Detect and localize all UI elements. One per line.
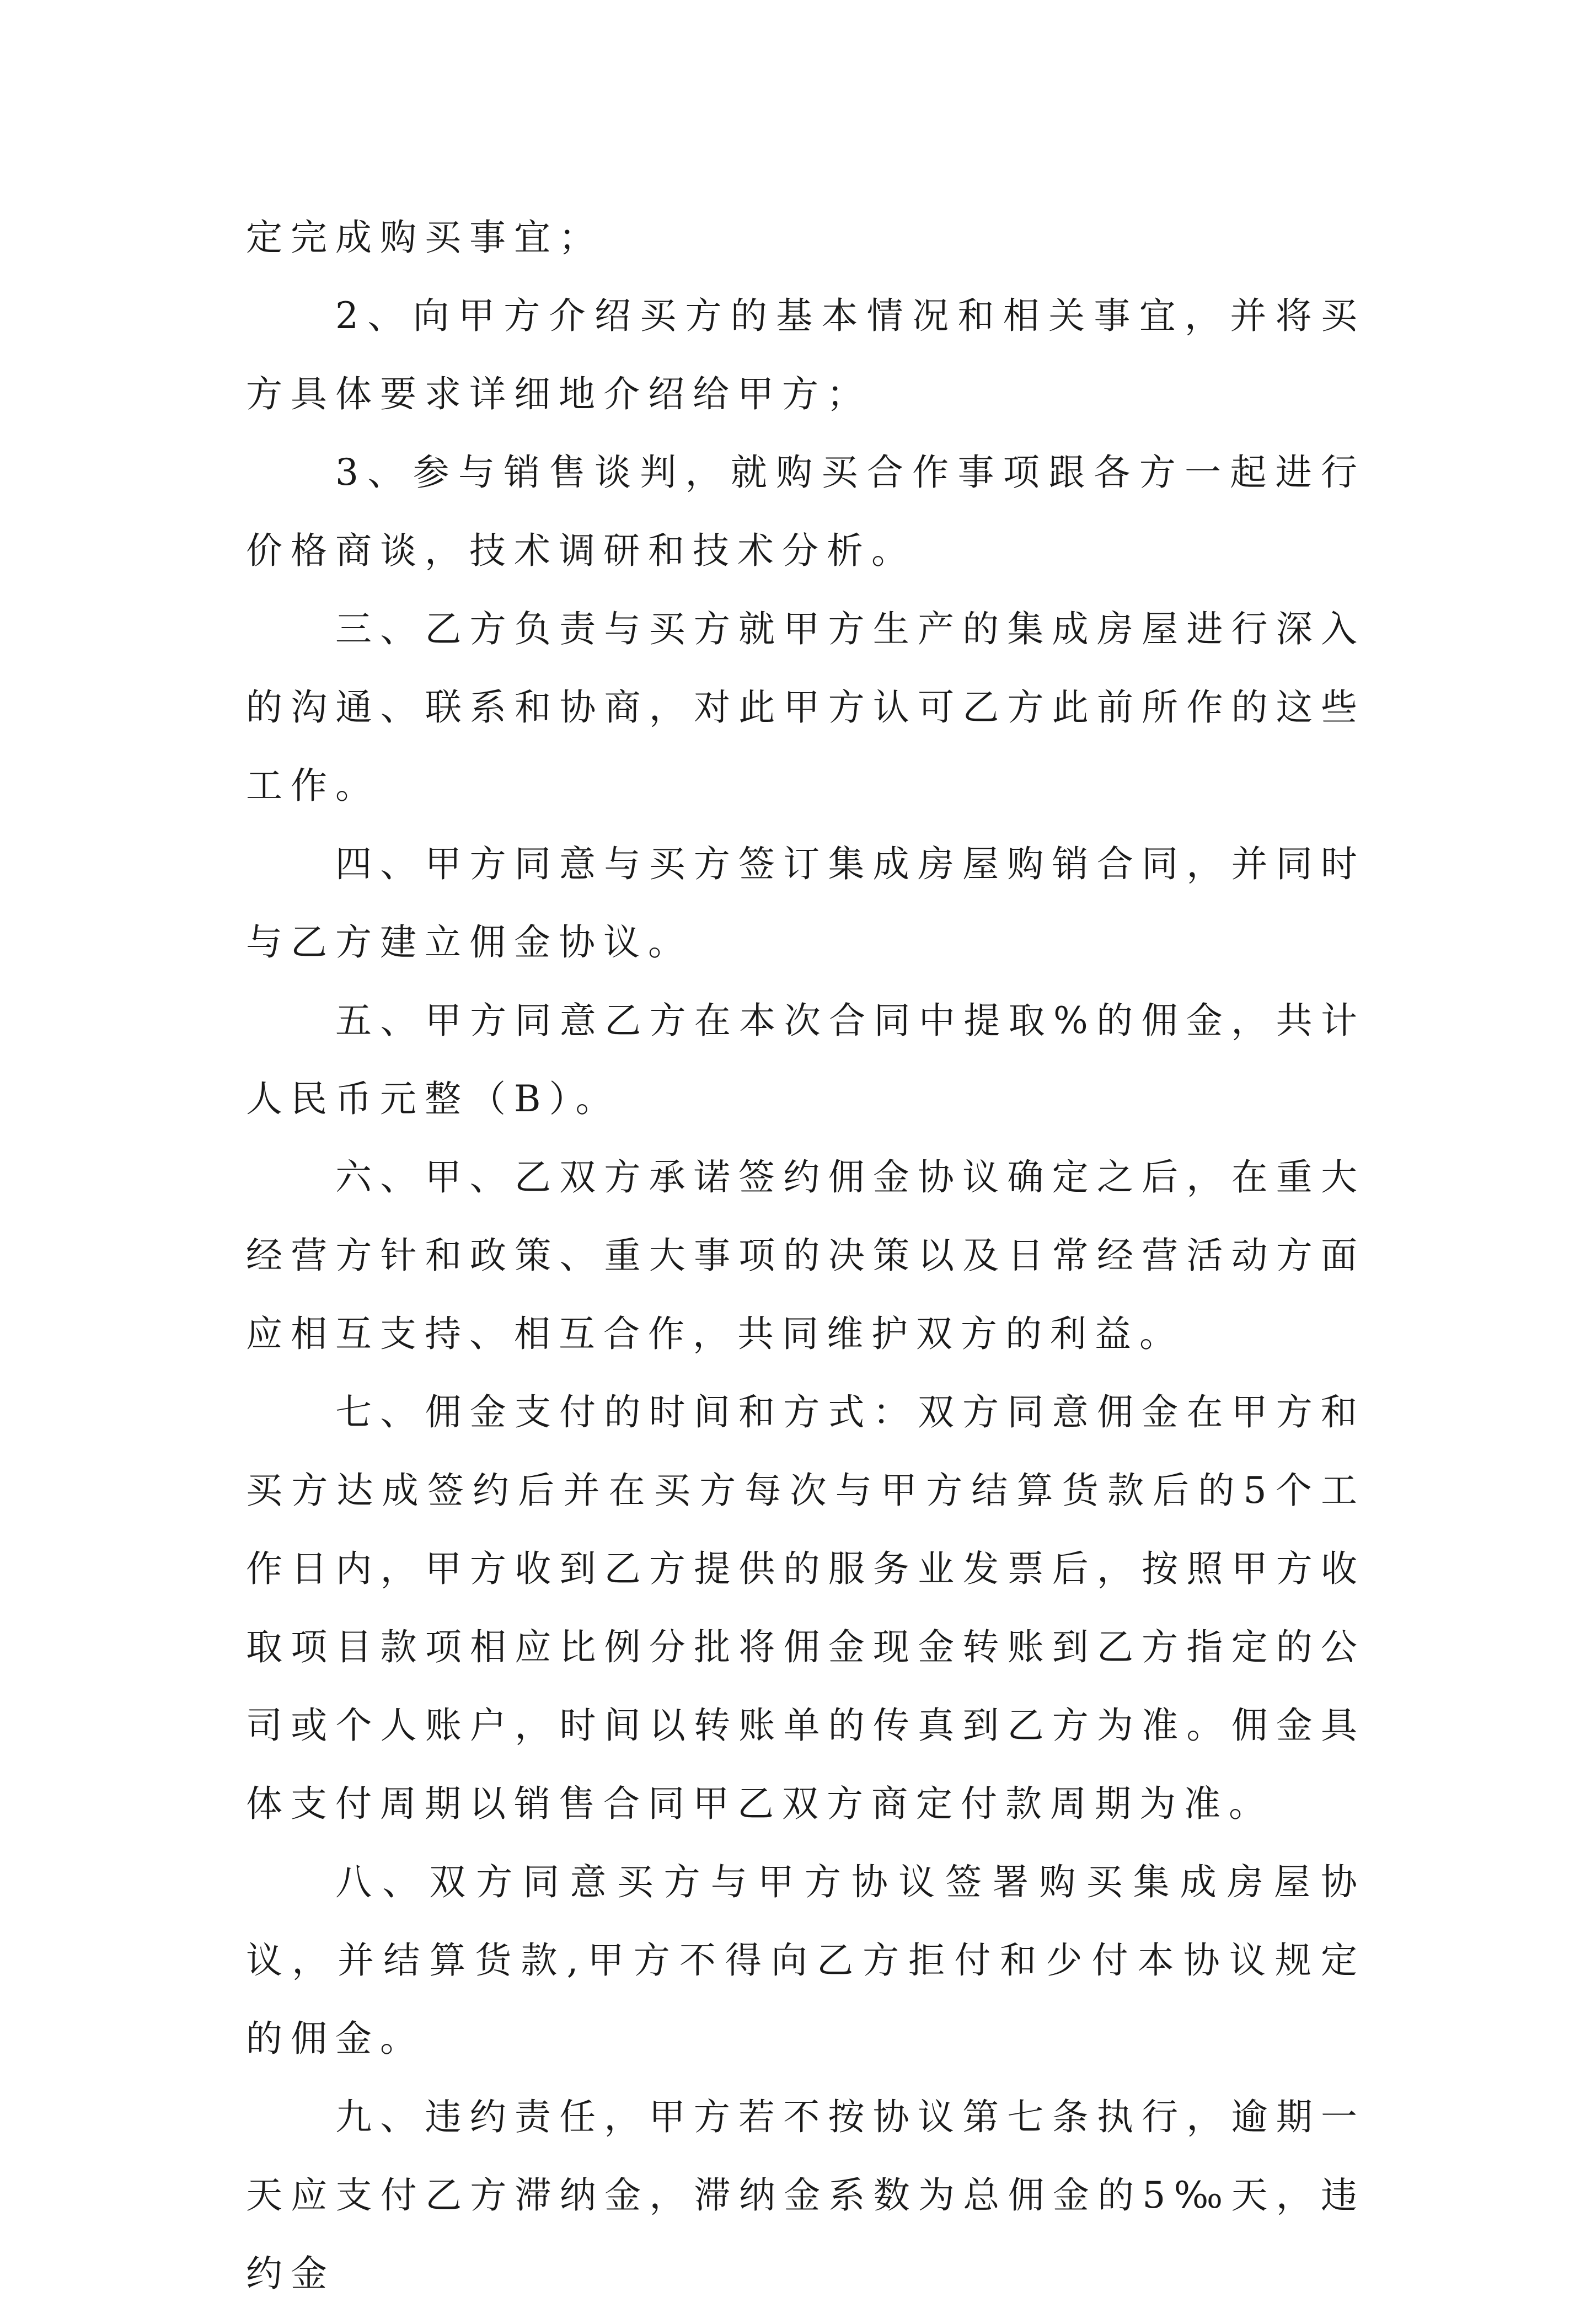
paragraph-clause-7: 七、佣金支付的时间和方式：双方同意佣金在甲方和买方达成签约后并在买方每次与甲方结算货款后的5个工作日内，甲方收到乙方提供的服务业发票后，按照甲方收取项目款项相应比例分批将佣金现金转账到乙方指定的公司或个人账户，时间以转账单的传真到乙方为准。佣金具体支付周期以销售合同甲乙双方商定付款周期为准。 bbox=[246, 1391, 1365, 1825]
paragraph-clause-3: 三、乙方负责与买方就甲方生产的集成房屋进行深入的沟通、联系和协商，对此甲方认可乙方此前所作的这些工作。 bbox=[246, 608, 1365, 807]
paragraph-clause-6: 六、甲、乙双方承诺签约佣金协议确定之后，在重大经营方针和政策、重大事项的决策以及日常经营活动方面应相互支持、相互合作，共同维护双方的利益。 bbox=[246, 1156, 1365, 1355]
paragraph-item-2: 2、向甲方介绍买方的基本情况和相关事宜，并将买方具体要求详细地介绍给甲方； bbox=[246, 295, 1365, 415]
paragraph-clause-4: 四、甲方同意与买方签订集成房屋购销合同，并同时与乙方建立佣金协议。 bbox=[246, 843, 1365, 963]
paragraph-continuation: 定完成购买事宜； bbox=[246, 216, 603, 259]
paragraph-clause-5: 五、甲方同意乙方在本次合同中提取%的佣金，共计人民币元整（B）。 bbox=[246, 999, 1365, 1120]
document-body bbox=[246, 199, 1365, 2313]
paragraph-clause-9: 九、违约责任，甲方若不按协议第七条执行，逾期一天应支付乙方滞纳金，滞纳金系数为总佣金的5‰天，违约金 bbox=[246, 2096, 1365, 2295]
paragraph-item-3: 3、参与销售谈判，就购买合作事项跟各方一起进行价格商谈，技术调研和技术分析。 bbox=[246, 451, 1365, 572]
paragraph-clause-8: 八、双方同意买方与甲方协议签署购买集成房屋协议，并结算货款,甲方不得向乙方拒付和少付本协议规定的佣金。 bbox=[246, 1861, 1365, 2060]
